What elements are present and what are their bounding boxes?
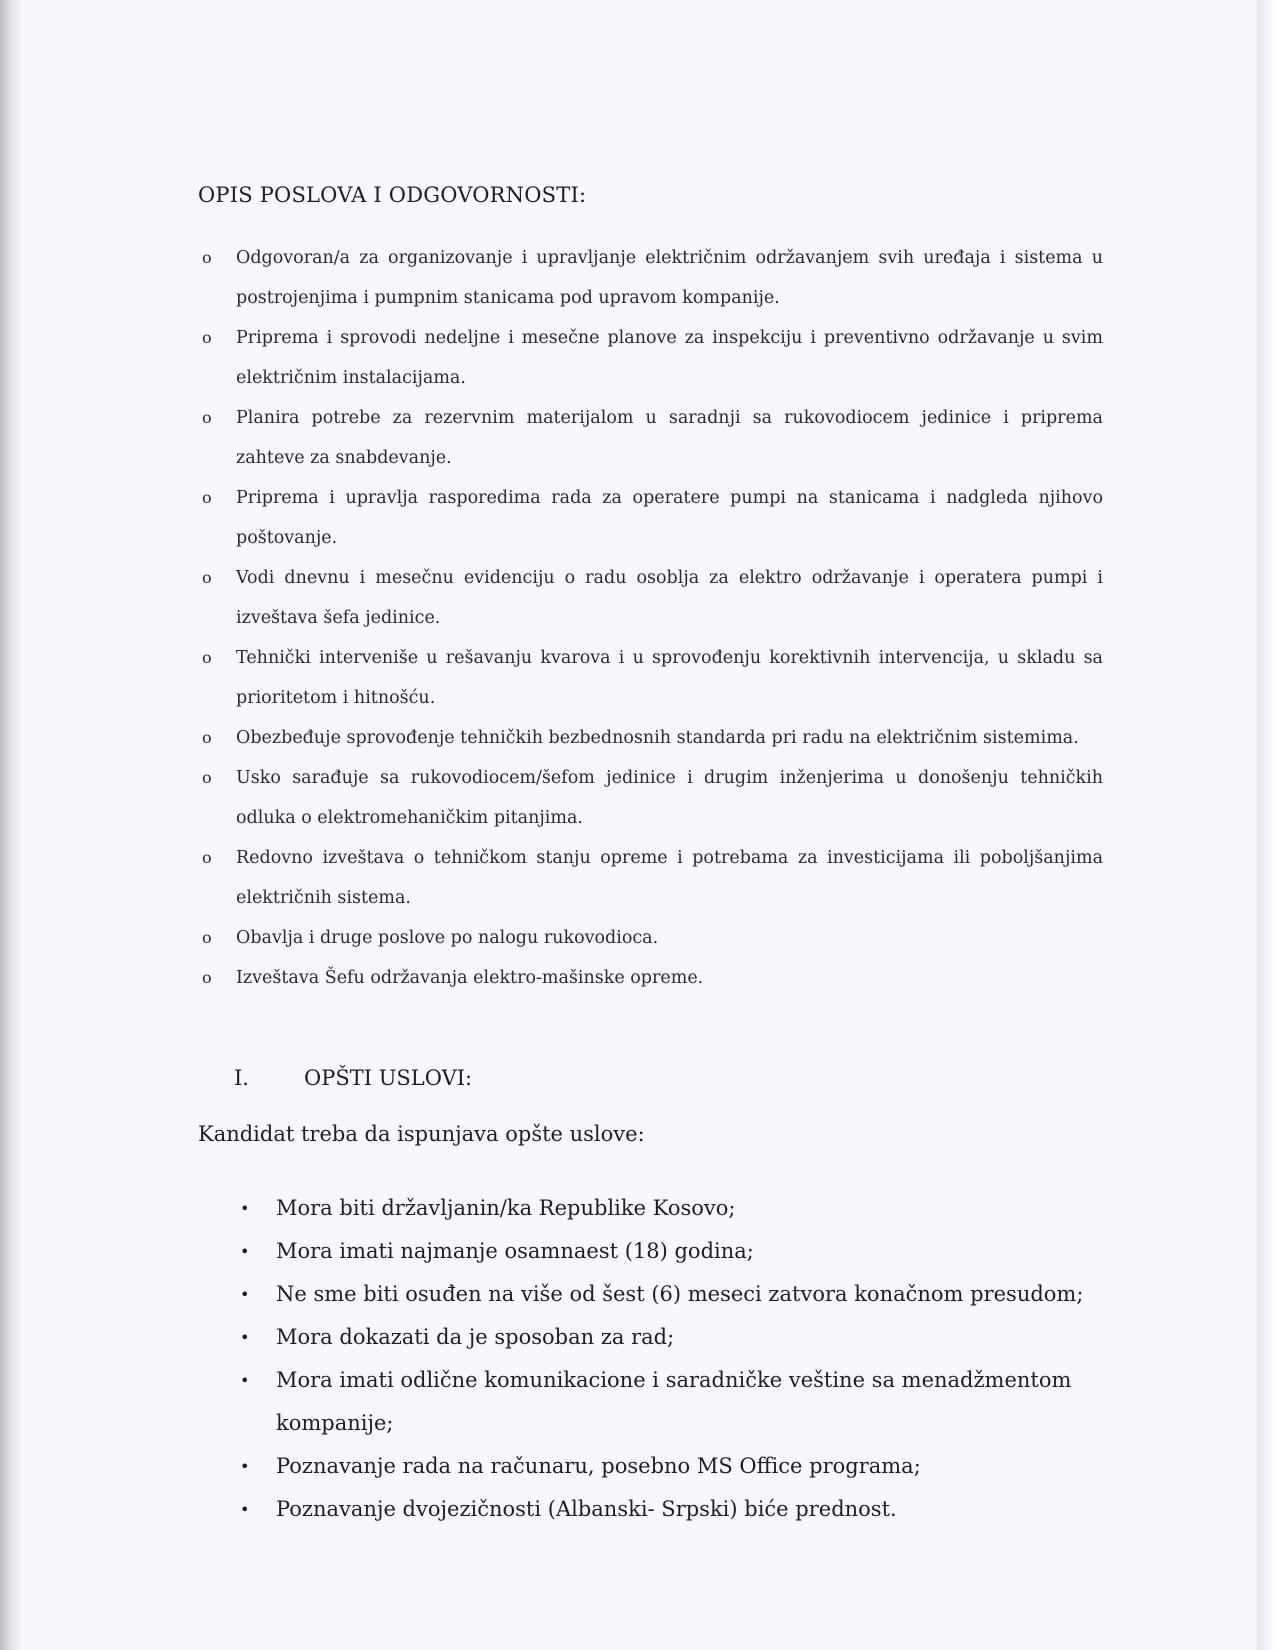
list-item-text: Obezbeđuje sprovođenje tehničkih bezbednosnih standarda pri radu na električnim sistemima. xyxy=(236,728,1079,748)
list-item xyxy=(198,718,1103,758)
circle-bullet-icon: o xyxy=(202,848,212,867)
dot-bullet-icon: • xyxy=(240,1242,250,1261)
dot-bullet-icon: • xyxy=(240,1199,250,1218)
general-conditions-list xyxy=(240,1187,1100,1531)
list-item-text: Redovno izveštava o tehničkom stanju opreme i potrebama za investicijama ili poboljšanjima električnih sistema. xyxy=(236,848,1103,908)
list-item xyxy=(240,1230,1100,1273)
dot-bullet-icon: • xyxy=(240,1457,250,1476)
list-item xyxy=(198,238,1103,318)
list-item-text: Mora imati odlične komunikacione i saradničke veštine sa menadžmentom kompanije; xyxy=(276,1368,1072,1435)
dot-bullet-icon: • xyxy=(240,1371,250,1390)
responsibilities-list xyxy=(198,238,1103,998)
section-heading-general-conditions xyxy=(234,1066,472,1090)
list-item-text: Priprema i upravlja rasporedima rada za operatere pumpi na stanicama i nadgleda njihovo poštovanje. xyxy=(236,488,1103,548)
list-item xyxy=(240,1359,1100,1445)
list-item-text: Izveštava Šefu održavanja elektro-mašinske opreme. xyxy=(236,968,704,988)
list-item-text: Tehnički interveniše u rešavanju kvarova i u sprovođenju korektivnih intervencija, u skladu sa prioritetom i hitnošću. xyxy=(236,648,1103,708)
list-item xyxy=(198,318,1103,398)
list-item xyxy=(198,758,1103,838)
circle-bullet-icon: o xyxy=(202,928,212,947)
circle-bullet-icon: o xyxy=(202,328,212,347)
list-item-text: Vodi dnevnu i mesečnu evidenciju o radu osoblja za elektro održavanje i operatera pumpi i izveštava šefa jedinice. xyxy=(236,568,1103,628)
document-page xyxy=(22,0,1257,1650)
list-item xyxy=(240,1273,1100,1316)
dot-bullet-icon: • xyxy=(240,1500,250,1519)
section-number: I. xyxy=(234,1066,249,1090)
list-item xyxy=(198,958,1103,998)
circle-bullet-icon: o xyxy=(202,568,212,587)
list-item-text: Ne sme biti osuđen na više od šest (6) meseci zatvora konačnom presudom; xyxy=(276,1282,1084,1306)
circle-bullet-icon: o xyxy=(202,248,212,267)
list-item xyxy=(198,918,1103,958)
list-item xyxy=(240,1445,1100,1488)
list-item-text: Mora dokazati da je sposoban za rad; xyxy=(276,1325,675,1349)
circle-bullet-icon: o xyxy=(202,488,212,507)
list-item-text: Poznavanje rada na računaru, posebno MS Office programa; xyxy=(276,1454,921,1478)
list-item-text: Mora imati najmanje osamnaest (18) godina; xyxy=(276,1239,754,1263)
circle-bullet-icon: o xyxy=(202,768,212,787)
list-item xyxy=(240,1187,1100,1230)
circle-bullet-icon: o xyxy=(202,728,212,747)
circle-bullet-icon: o xyxy=(202,408,212,427)
section-title: OPŠTI USLOVI: xyxy=(304,1066,473,1090)
list-item xyxy=(240,1488,1100,1531)
list-item xyxy=(198,478,1103,558)
list-item-text: Mora biti državljanin/ka Republike Kosovo; xyxy=(276,1196,736,1220)
circle-bullet-icon: o xyxy=(202,968,212,987)
list-item xyxy=(198,638,1103,718)
list-item-text: Obavlja i druge poslove po nalogu rukovodioca. xyxy=(236,928,659,948)
list-item xyxy=(198,558,1103,638)
list-item-text: Odgovoran/a za organizovanje i upravljanje električnim održavanjem svih uređaja i sistema u postrojenjima i pumpnim stanicama pod upravom kompanije. xyxy=(236,248,1103,308)
list-item-text: Planira potrebe za rezervnim materijalom u saradnji sa rukovodiocem jedinice i priprema zahteve za snabdevanje. xyxy=(236,408,1103,468)
circle-bullet-icon: o xyxy=(202,648,212,667)
list-item xyxy=(198,398,1103,478)
general-conditions-intro: Kandidat treba da ispunjava opšte uslove: xyxy=(198,1122,645,1146)
list-item xyxy=(198,838,1103,918)
list-item-text: Usko sarađuje sa rukovodiocem/šefom jedinice i drugim inženjerima u donošenju tehničkih odluka o elektromehaničkim pitanjima. xyxy=(236,768,1103,828)
dot-bullet-icon: • xyxy=(240,1328,250,1347)
responsibilities-heading: OPIS POSLOVA I ODGOVORNOSTI: xyxy=(198,183,587,207)
list-item-text: Priprema i sprovodi nedeljne i mesečne planove za inspekciju i preventivno održavanje u svim električnim instalacijama. xyxy=(236,328,1103,388)
list-item xyxy=(240,1316,1100,1359)
list-item-text: Poznavanje dvojezičnosti (Albanski- Srpski) biće prednost. xyxy=(276,1497,897,1521)
dot-bullet-icon: • xyxy=(240,1285,250,1304)
